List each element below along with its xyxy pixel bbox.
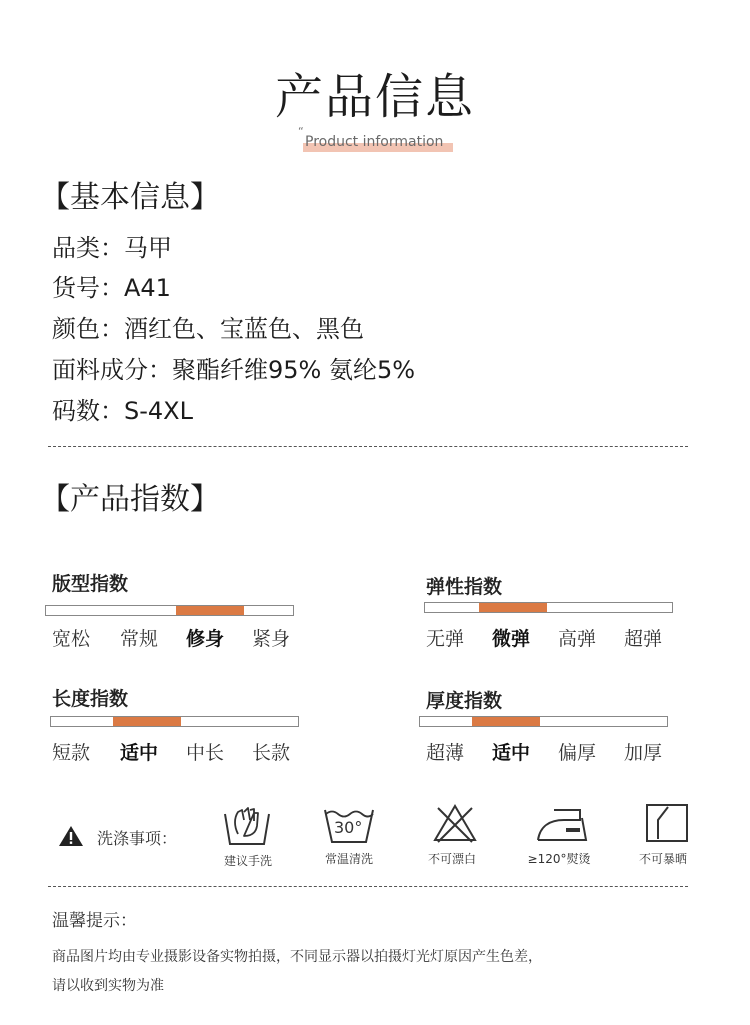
length-index-bar (50, 716, 299, 727)
elasticity-index-bar (424, 602, 673, 613)
divider (48, 886, 688, 887)
thickness-index-fill (472, 717, 540, 726)
page-subtitle: Product information (305, 134, 444, 150)
length-level-selected: 适中 (120, 742, 159, 764)
thickness-level: 偏厚 (558, 742, 597, 764)
length-index-title: 长度指数 (52, 688, 129, 710)
fit-level-selected: 修身 (186, 628, 225, 650)
thickness-index-bar (419, 716, 668, 727)
fit-level: 宽松 (52, 628, 91, 650)
elasticity-index-fill (479, 603, 547, 612)
no-bleach-icon (432, 802, 478, 844)
info-sizes: 码数：S-4XL (52, 397, 193, 425)
care-no-bleach-label: 不可漂白 (427, 852, 476, 866)
tips-title: 温馨提示： (52, 911, 137, 931)
tips-line: 商品图片均由专业摄影设备实物拍摄，不同显示器以拍摄灯光灯原因产生色差， (52, 949, 542, 965)
divider (48, 446, 688, 447)
fit-index-bar (45, 605, 294, 616)
elasticity-level: 无弹 (426, 628, 465, 650)
elasticity-level-selected: 微弹 (492, 628, 531, 650)
elasticity-index-title: 弹性指数 (426, 576, 503, 598)
thickness-level: 超薄 (426, 742, 465, 764)
warning-icon (58, 825, 84, 847)
hand-wash-icon (222, 804, 272, 848)
thickness-level: 加厚 (624, 742, 663, 764)
wash-temp: 30° (334, 818, 363, 837)
fit-level: 紧身 (252, 628, 291, 650)
iron-icon (534, 804, 590, 846)
quote-mark: “ (298, 125, 304, 138)
fit-index-title: 版型指数 (52, 573, 129, 595)
length-level: 中长 (186, 742, 225, 764)
product-index-title: 【产品指数】 (40, 482, 220, 517)
tips-line: 请以收到实物为准 (52, 978, 164, 994)
care-normal-wash-label: 常温清洗 (324, 852, 373, 866)
length-level: 短款 (52, 742, 91, 764)
care-iron-label: ≥120°熨烫 (527, 852, 591, 866)
no-sun-dry-icon (644, 802, 690, 844)
elasticity-level: 超弹 (624, 628, 663, 650)
elasticity-level: 高弹 (558, 628, 597, 650)
info-colors: 颜色：酒红色、宝蓝色、黑色 (52, 315, 364, 343)
info-category: 品类：马甲 (52, 234, 172, 262)
info-sku: 货号：A41 (52, 274, 171, 302)
info-material: 面料成分：聚酯纤维95% 氨纶5% (52, 356, 416, 384)
care-hand-wash-label: 建议手洗 (223, 854, 272, 868)
care-label: 洗涤事项： (97, 829, 178, 848)
page-title: 产品信息 (274, 69, 475, 125)
thickness-index-title: 厚度指数 (426, 690, 503, 712)
fit-level: 常规 (120, 628, 159, 650)
fit-index-fill (176, 606, 244, 615)
basic-info-title: 【基本信息】 (40, 180, 220, 215)
care-no-sun-label: 不可暴晒 (638, 852, 687, 866)
length-index-fill (113, 717, 181, 726)
thickness-level-selected: 适中 (492, 742, 531, 764)
length-level: 长款 (252, 742, 291, 764)
